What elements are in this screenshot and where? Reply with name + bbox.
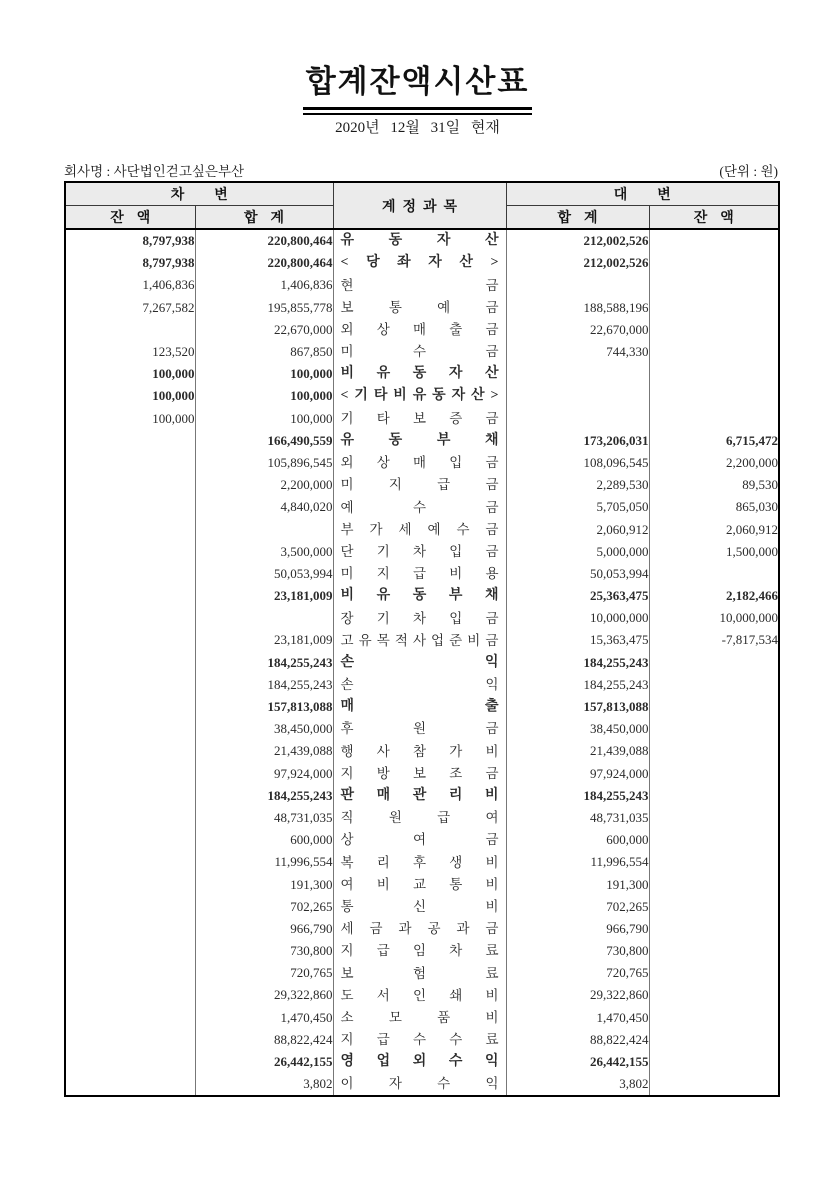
debit-balance-cell: [65, 962, 195, 984]
debit-balance-cell: [65, 430, 195, 452]
header-debit-total: 합계: [195, 206, 333, 230]
account-cell: [333, 940, 506, 962]
account-name: 손 익: [340, 654, 499, 670]
debit-balance-cell: [65, 585, 195, 607]
account-name: 기 타 보 증 금: [340, 410, 499, 426]
table-row: [65, 1051, 779, 1073]
trial-balance-table: [64, 181, 780, 1097]
credit-total-cell: 600,000: [506, 829, 649, 851]
account-name: 장 기 차 입 금: [340, 610, 499, 626]
debit-balance-cell: 8,797,938: [65, 252, 195, 274]
table-row: [65, 851, 779, 873]
debit-total-cell: 23,181,009: [195, 585, 333, 607]
table-row: [65, 962, 779, 984]
credit-total-cell: 1,470,450: [506, 1007, 649, 1029]
account-name: 영 업 외 수 익: [340, 1054, 499, 1070]
debit-total-cell: 184,255,243: [195, 652, 333, 674]
credit-balance-cell: [649, 851, 779, 873]
debit-total-cell: 157,813,088: [195, 696, 333, 718]
debit-balance-cell: [65, 1051, 195, 1073]
account-name: 지 급 수 수 료: [340, 1032, 499, 1048]
account-cell: [333, 718, 506, 740]
header-group-row: [65, 182, 779, 206]
debit-total-cell: 1,470,450: [195, 1007, 333, 1029]
account-cell: [333, 430, 506, 452]
debit-total-cell: 220,800,464: [195, 252, 333, 274]
table-row: [65, 896, 779, 918]
credit-balance-cell: [649, 896, 779, 918]
header-debit-group: 차변: [65, 182, 333, 206]
account-cell: [333, 1007, 506, 1029]
table-row: [65, 829, 779, 851]
account-cell: [333, 652, 506, 674]
account-name: 통 신 비: [340, 898, 499, 914]
debit-total-cell: 720,765: [195, 962, 333, 984]
credit-balance-cell: [649, 1029, 779, 1051]
credit-balance-cell: -7,817,534: [649, 629, 779, 651]
account-cell: [333, 408, 506, 430]
credit-total-cell: 97,924,000: [506, 763, 649, 785]
meta-row: [64, 160, 778, 180]
table-row: [65, 363, 779, 385]
credit-total-cell: 3,802: [506, 1073, 649, 1096]
table-row: [65, 740, 779, 762]
credit-total-cell: 966,790: [506, 918, 649, 940]
debit-balance-cell: [65, 541, 195, 563]
debit-total-cell: 100,000: [195, 385, 333, 407]
table-row: [65, 763, 779, 785]
table-row: [65, 807, 779, 829]
credit-balance-cell: [649, 1007, 779, 1029]
table-row: [65, 1029, 779, 1051]
account-name: 미 지 급 금: [340, 477, 499, 493]
credit-total-cell: 720,765: [506, 962, 649, 984]
credit-total-cell: 11,996,554: [506, 851, 649, 873]
account-name: 이 자 수 익: [340, 1076, 499, 1092]
account-cell: [333, 674, 506, 696]
credit-balance-cell: 6,715,472: [649, 430, 779, 452]
account-name: 여 비 교 통 비: [340, 876, 499, 892]
account-cell: [333, 585, 506, 607]
table-row: [65, 563, 779, 585]
table-row: [65, 696, 779, 718]
credit-total-cell: 744,330: [506, 341, 649, 363]
debit-balance-cell: [65, 652, 195, 674]
debit-total-cell: 195,855,778: [195, 297, 333, 319]
account-cell: [333, 851, 506, 873]
credit-balance-cell: [649, 763, 779, 785]
table-row: [65, 474, 779, 496]
debit-total-cell: 730,800: [195, 940, 333, 962]
debit-balance-cell: 100,000: [65, 385, 195, 407]
table-row: [65, 607, 779, 629]
debit-balance-cell: [65, 940, 195, 962]
debit-balance-cell: [65, 518, 195, 540]
table-row: [65, 252, 779, 274]
credit-balance-cell: [649, 940, 779, 962]
title-box: [303, 56, 533, 115]
account-name: 미 지 급 비 용: [340, 566, 499, 582]
account-cell: [333, 1051, 506, 1073]
credit-total-cell: 15,363,475: [506, 629, 649, 651]
debit-balance-cell: [65, 1029, 195, 1051]
table-row: [65, 385, 779, 407]
account-cell: [333, 918, 506, 940]
credit-balance-cell: 2,200,000: [649, 452, 779, 474]
account-cell: [333, 385, 506, 407]
account-name: 비 유 동 부 채: [340, 588, 499, 604]
debit-balance-cell: [65, 674, 195, 696]
table-row: [65, 918, 779, 940]
account-cell: [333, 297, 506, 319]
header-credit-total: 합계: [506, 206, 649, 230]
credit-balance-cell: [649, 718, 779, 740]
debit-total-cell: 3,500,000: [195, 541, 333, 563]
credit-total-cell: 48,731,035: [506, 807, 649, 829]
credit-balance-cell: [649, 984, 779, 1006]
credit-total-cell: 2,289,530: [506, 474, 649, 496]
account-cell: [333, 962, 506, 984]
company-name: 회사명 : 사단법인걷고싶은부산: [64, 164, 245, 179]
credit-balance-cell: [649, 363, 779, 385]
credit-total-cell: 184,255,243: [506, 785, 649, 807]
credit-total-cell: 88,822,424: [506, 1029, 649, 1051]
page-title: 합계잔액시산표: [305, 64, 530, 99]
debit-total-cell: 184,255,243: [195, 785, 333, 807]
table-row: [65, 785, 779, 807]
debit-balance-cell: [65, 452, 195, 474]
debit-total-cell: 600,000: [195, 829, 333, 851]
debit-total-cell: 26,442,155: [195, 1051, 333, 1073]
account-cell: [333, 563, 506, 585]
debit-balance-cell: [65, 607, 195, 629]
account-name: 외 상 매 입 금: [340, 455, 499, 471]
account-cell: [333, 319, 506, 341]
account-name: 판 매 관 리 비: [340, 787, 499, 803]
debit-balance-cell: [65, 873, 195, 895]
debit-balance-cell: [65, 918, 195, 940]
account-name: 지 방 보 조 금: [340, 765, 499, 781]
table-row: [65, 274, 779, 296]
credit-total-cell: 38,450,000: [506, 718, 649, 740]
account-cell: [333, 341, 506, 363]
account-cell: [333, 496, 506, 518]
credit-total-cell: 26,442,155: [506, 1051, 649, 1073]
table-row: [65, 1007, 779, 1029]
table-row: [65, 452, 779, 474]
header-debit-balance: 잔액: [65, 206, 195, 230]
credit-balance-cell: 1,500,000: [649, 541, 779, 563]
credit-balance-cell: 2,182,466: [649, 585, 779, 607]
table-row: [65, 496, 779, 518]
credit-balance-cell: [649, 918, 779, 940]
debit-balance-cell: [65, 496, 195, 518]
debit-balance-cell: [65, 829, 195, 851]
debit-total-cell: 702,265: [195, 896, 333, 918]
debit-balance-cell: [65, 1007, 195, 1029]
account-cell: [333, 607, 506, 629]
credit-total-cell: [506, 274, 649, 296]
table-row: [65, 873, 779, 895]
debit-total-cell: 100,000: [195, 408, 333, 430]
credit-balance-cell: [649, 1051, 779, 1073]
table-row: [65, 341, 779, 363]
credit-total-cell: 157,813,088: [506, 696, 649, 718]
debit-total-cell: 220,800,464: [195, 229, 333, 252]
credit-balance-cell: [649, 740, 779, 762]
debit-total-cell: 105,896,545: [195, 452, 333, 474]
credit-total-cell: 212,002,526: [506, 252, 649, 274]
account-name: 손 익: [340, 677, 499, 693]
credit-total-cell: 10,000,000: [506, 607, 649, 629]
credit-total-cell: [506, 385, 649, 407]
credit-balance-cell: [649, 563, 779, 585]
credit-balance-cell: [649, 807, 779, 829]
credit-total-cell: 21,439,088: [506, 740, 649, 762]
table-row: [65, 940, 779, 962]
debit-balance-cell: [65, 896, 195, 918]
credit-balance-cell: [649, 297, 779, 319]
account-cell: [333, 474, 506, 496]
debit-total-cell: [195, 518, 333, 540]
table-row: [65, 297, 779, 319]
debit-total-cell: 191,300: [195, 873, 333, 895]
debit-total-cell: 22,670,000: [195, 319, 333, 341]
credit-balance-cell: 10,000,000: [649, 607, 779, 629]
account-name: 비 유 동 자 산: [340, 366, 499, 382]
credit-balance-cell: [649, 1073, 779, 1096]
account-cell: [333, 252, 506, 274]
table-row: [65, 718, 779, 740]
account-name: 예 수 금: [340, 499, 499, 515]
credit-total-cell: 188,588,196: [506, 297, 649, 319]
debit-balance-cell: [65, 696, 195, 718]
debit-total-cell: [195, 607, 333, 629]
account-cell: [333, 873, 506, 895]
account-cell: [333, 1073, 506, 1096]
debit-total-cell: 867,850: [195, 341, 333, 363]
table-row: [65, 652, 779, 674]
table-row: [65, 541, 779, 563]
debit-balance-cell: [65, 629, 195, 651]
header-credit-group: 대변: [506, 182, 779, 206]
debit-total-cell: 1,406,836: [195, 274, 333, 296]
debit-total-cell: 38,450,000: [195, 718, 333, 740]
account-name: < 당 좌 자 산 >: [340, 255, 499, 271]
account-name: 미 수 금: [340, 344, 499, 360]
account-cell: [333, 896, 506, 918]
debit-total-cell: 3,802: [195, 1073, 333, 1096]
table-row: [65, 319, 779, 341]
credit-total-cell: [506, 363, 649, 385]
credit-total-cell: 173,206,031: [506, 430, 649, 452]
debit-total-cell: 29,322,860: [195, 984, 333, 1006]
credit-balance-cell: [649, 785, 779, 807]
account-cell: [333, 363, 506, 385]
debit-total-cell: 184,255,243: [195, 674, 333, 696]
account-name: 고 유 목 적 사 업 준 비 금: [340, 632, 499, 648]
credit-balance-cell: [649, 274, 779, 296]
table-row: [65, 430, 779, 452]
account-cell: [333, 785, 506, 807]
account-name: 매 출: [340, 699, 499, 715]
debit-balance-cell: 7,267,582: [65, 297, 195, 319]
account-cell: [333, 807, 506, 829]
account-name: 행 사 참 가 비: [340, 743, 499, 759]
header-account: 계정과목: [333, 182, 506, 229]
account-cell: [333, 274, 506, 296]
account-cell: [333, 229, 506, 252]
account-cell: [333, 740, 506, 762]
credit-balance-cell: [649, 229, 779, 252]
debit-balance-cell: [65, 807, 195, 829]
debit-total-cell: 2,200,000: [195, 474, 333, 496]
table-row: [65, 518, 779, 540]
credit-total-cell: 22,670,000: [506, 319, 649, 341]
debit-balance-cell: [65, 851, 195, 873]
credit-total-cell: 702,265: [506, 896, 649, 918]
credit-total-cell: 5,000,000: [506, 541, 649, 563]
account-name: 복 리 후 생 비: [340, 854, 499, 870]
account-cell: [333, 984, 506, 1006]
account-name: 후 원 금: [340, 721, 499, 737]
account-name: 보 험 료: [340, 965, 499, 981]
table-row: [65, 408, 779, 430]
credit-balance-cell: [649, 408, 779, 430]
account-name: 지 급 임 차 료: [340, 943, 499, 959]
debit-balance-cell: 123,520: [65, 341, 195, 363]
title-underline-thick: [303, 107, 533, 110]
debit-balance-cell: [65, 984, 195, 1006]
header-credit-balance: 잔액: [649, 206, 779, 230]
account-name: 도 서 인 쇄 비: [340, 987, 499, 1003]
account-cell: [333, 696, 506, 718]
credit-balance-cell: [649, 341, 779, 363]
credit-total-cell: 212,002,526: [506, 229, 649, 252]
account-name: 유 동 부 채: [340, 432, 499, 448]
credit-total-cell: [506, 408, 649, 430]
debit-total-cell: 48,731,035: [195, 807, 333, 829]
debit-balance-cell: 1,406,836: [65, 274, 195, 296]
account-name: 부 가 세 예 수 금: [340, 521, 499, 537]
debit-balance-cell: [65, 1073, 195, 1096]
table-row: [65, 585, 779, 607]
account-name: 상 여 금: [340, 832, 499, 848]
credit-balance-cell: [649, 829, 779, 851]
credit-total-cell: 184,255,243: [506, 674, 649, 696]
credit-balance-cell: 89,530: [649, 474, 779, 496]
debit-total-cell: 97,924,000: [195, 763, 333, 785]
account-name: 소 모 품 비: [340, 1009, 499, 1025]
credit-total-cell: 25,363,475: [506, 585, 649, 607]
table-row: [65, 629, 779, 651]
table-row: [65, 984, 779, 1006]
debit-total-cell: 100,000: [195, 363, 333, 385]
credit-balance-cell: 865,030: [649, 496, 779, 518]
credit-balance-cell: [649, 652, 779, 674]
account-name: 현 금: [340, 277, 499, 293]
account-cell: [333, 629, 506, 651]
credit-total-cell: 730,800: [506, 940, 649, 962]
debit-balance-cell: 8,797,938: [65, 229, 195, 252]
unit-label: (단위 : 원): [719, 164, 778, 179]
account-cell: [333, 763, 506, 785]
credit-balance-cell: [649, 319, 779, 341]
debit-balance-cell: 100,000: [65, 363, 195, 385]
account-name: 세 금 과 공 과 금: [340, 921, 499, 937]
debit-total-cell: 21,439,088: [195, 740, 333, 762]
title-area: [0, 56, 835, 115]
credit-total-cell: 50,053,994: [506, 563, 649, 585]
account-name: 유 동 자 산: [340, 233, 499, 249]
credit-balance-cell: [649, 252, 779, 274]
title-underline-thin: [303, 113, 533, 115]
table-row: [65, 674, 779, 696]
credit-balance-cell: [649, 385, 779, 407]
credit-balance-cell: [649, 674, 779, 696]
account-name: 외 상 매 출 금: [340, 322, 499, 338]
account-cell: [333, 518, 506, 540]
table-row: [65, 229, 779, 252]
debit-balance-cell: 100,000: [65, 408, 195, 430]
credit-balance-cell: 2,060,912: [649, 518, 779, 540]
debit-balance-cell: [65, 563, 195, 585]
debit-total-cell: 966,790: [195, 918, 333, 940]
table-row: [65, 1073, 779, 1096]
debit-total-cell: 23,181,009: [195, 629, 333, 651]
account-name: 단 기 차 입 금: [340, 543, 499, 559]
account-name: < 기 타 비 유 동 자 산 >: [340, 388, 499, 404]
account-cell: [333, 829, 506, 851]
account-cell: [333, 541, 506, 563]
credit-balance-cell: [649, 696, 779, 718]
debit-balance-cell: [65, 763, 195, 785]
debit-total-cell: 88,822,424: [195, 1029, 333, 1051]
account-cell: [333, 1029, 506, 1051]
debit-balance-cell: [65, 319, 195, 341]
debit-total-cell: 11,996,554: [195, 851, 333, 873]
debit-total-cell: 166,490,559: [195, 430, 333, 452]
credit-balance-cell: [649, 962, 779, 984]
debit-balance-cell: [65, 718, 195, 740]
credit-balance-cell: [649, 873, 779, 895]
account-name: 보 통 예 금: [340, 299, 499, 315]
credit-total-cell: 191,300: [506, 873, 649, 895]
account-cell: [333, 452, 506, 474]
credit-total-cell: 29,322,860: [506, 984, 649, 1006]
report-date: 2020년 12월 31일 현재: [335, 120, 500, 136]
debit-total-cell: 50,053,994: [195, 563, 333, 585]
debit-balance-cell: [65, 785, 195, 807]
credit-total-cell: 5,705,050: [506, 496, 649, 518]
credit-total-cell: 108,096,545: [506, 452, 649, 474]
credit-total-cell: 2,060,912: [506, 518, 649, 540]
account-name: 직 원 급 여: [340, 810, 499, 826]
credit-total-cell: 184,255,243: [506, 652, 649, 674]
debit-balance-cell: [65, 740, 195, 762]
debit-balance-cell: [65, 474, 195, 496]
debit-total-cell: 4,840,020: [195, 496, 333, 518]
